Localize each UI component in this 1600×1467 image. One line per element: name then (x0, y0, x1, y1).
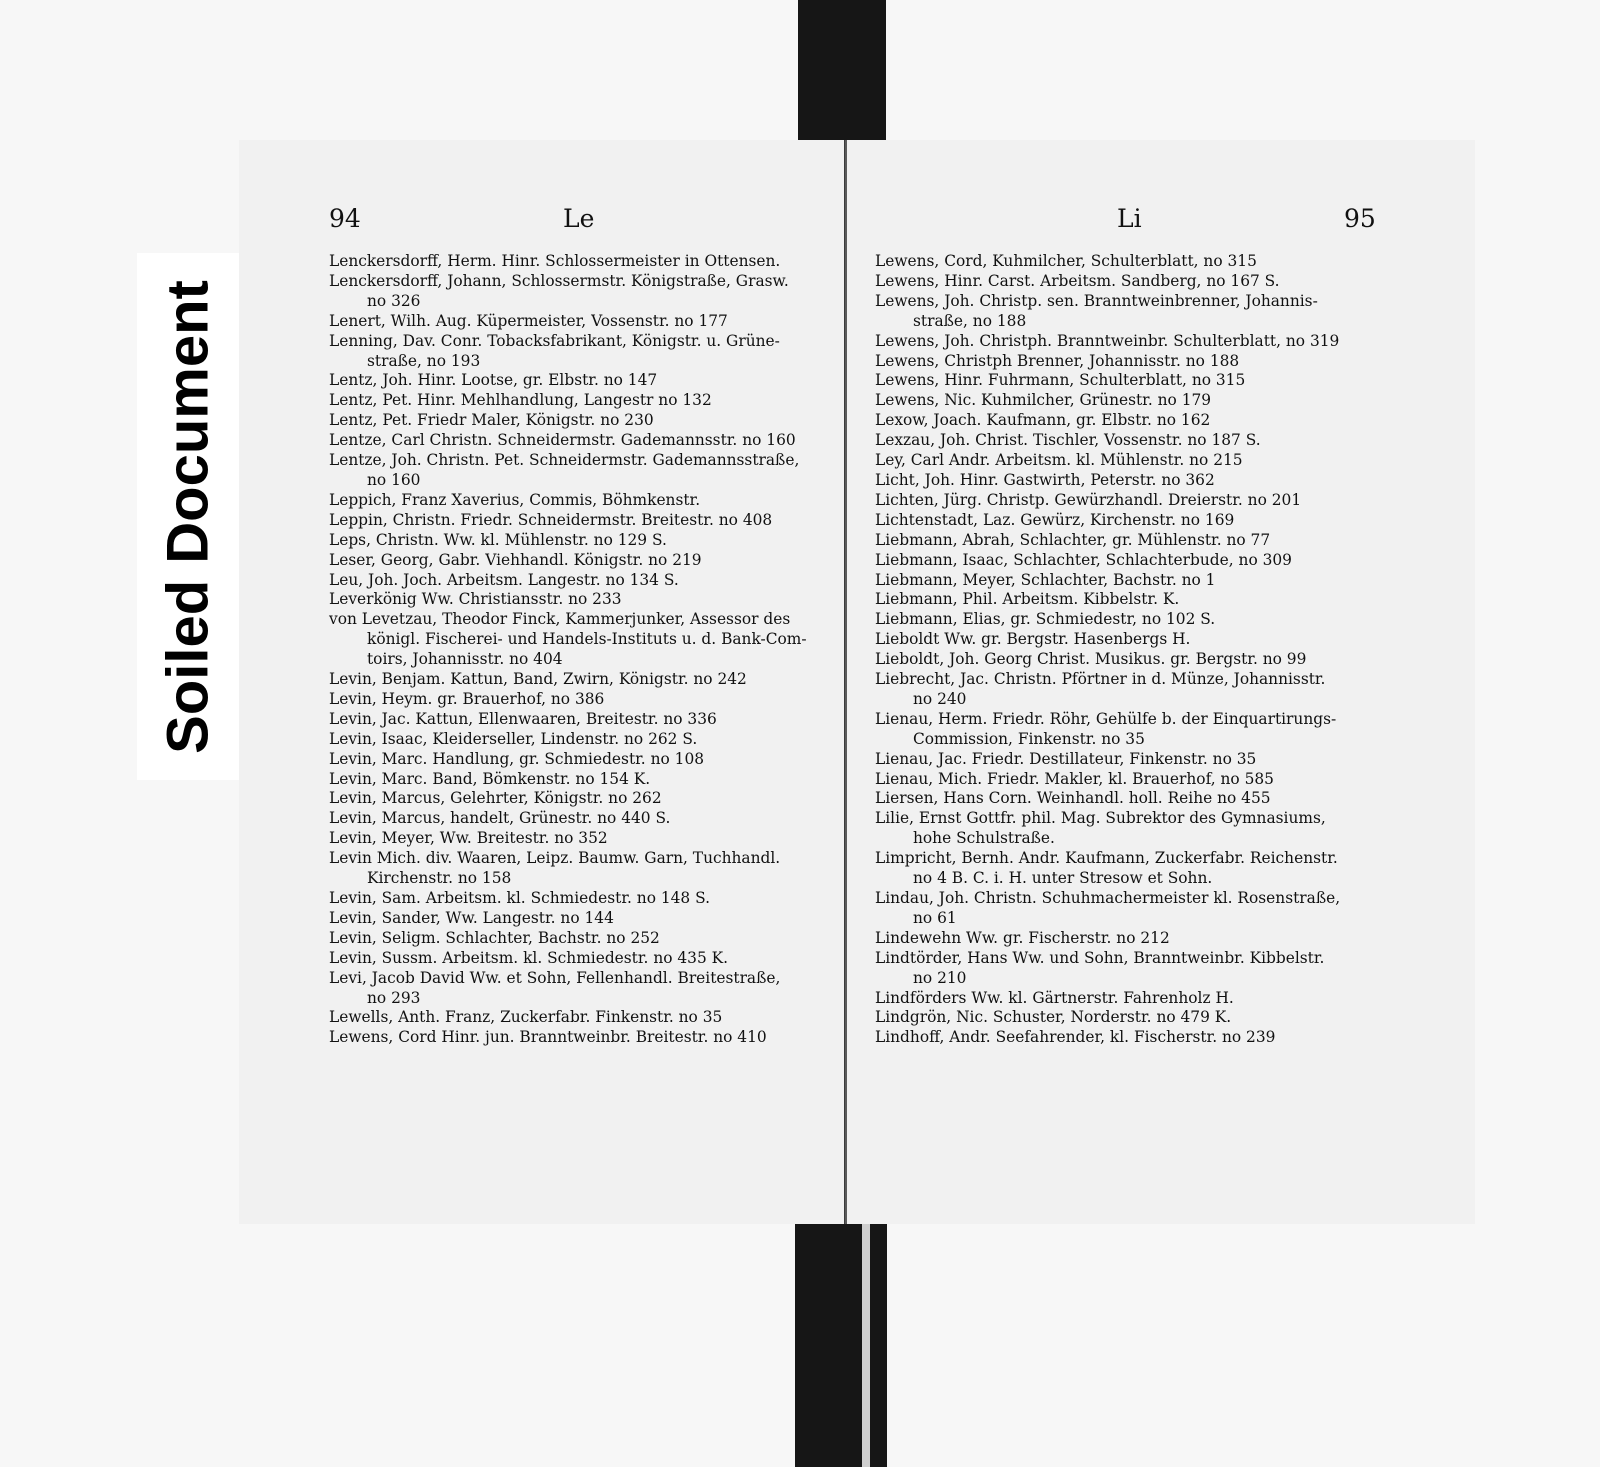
directory-line: Levin Mich. div. Waaren, Leipz. Baumw. Garn, Tuchhandl. (329, 849, 781, 868)
directory-line: Lindhoff, Andr. Seefahrender, kl. Fischerstr. no 239 (875, 1028, 1276, 1047)
directory-line: Licht, Joh. Hinr. Gastwirth, Peterstr. no 362 (875, 470, 1215, 489)
directory-line: Levin, Sander, Ww. Langestr. no 144 (329, 908, 614, 927)
directory-line: Liebmann, Abrah, Schlachter, gr. Mühlenstr. no 77 (875, 530, 1271, 549)
directory-line: Leppich, Franz Xaverius, Commis, Böhmkenstr. (329, 490, 701, 509)
directory-line: Lentz, Pet. Friedr Maler, Königstr. no 230 (329, 411, 654, 430)
directory-line: Lewens, Hinr. Fuhrmann, Schulterblatt, no 315 (875, 371, 1246, 390)
directory-line: Leu, Joh. Joch. Arbeitsm. Langestr. no 134 S. (329, 570, 679, 589)
directory-line: Levin, Heym. gr. Brauerhof, no 386 (329, 689, 605, 708)
directory-line: no 210 (913, 968, 967, 987)
directory-line: Lentze, Joh. Christn. Pet. Schneidermstr. Gademannsstraße, (329, 451, 800, 470)
soiled-document-label (137, 253, 239, 780)
directory-line: Lienau, Herm. Friedr. Röhr, Gehülfe b. der Einquartirungs- (875, 709, 1337, 728)
binding-spine-bottom (795, 1222, 887, 1467)
directory-line: straße, no 188 (913, 311, 1027, 330)
soiled-document-text: Soiled Document (155, 279, 221, 754)
directory-line: Liebrecht, Jac. Christn. Pförtner in d. Münze, Johannisstr. (875, 670, 1326, 689)
directory-line: Lenert, Wilh. Aug. Küpermeister, Vossenstr. no 177 (329, 311, 728, 330)
directory-line: straße, no 193 (367, 351, 481, 370)
directory-line: Lewens, Hinr. Carst. Arbeitsm. Sandberg, no 167 S. (875, 271, 1280, 290)
directory-line: Lienau, Mich. Friedr. Makler, kl. Brauerhof, no 585 (875, 769, 1274, 788)
directory-line: no 4 B. C. i. H. unter Stresow et Sohn. (913, 869, 1213, 888)
directory-line: Lentze, Carl Christn. Schneidermstr. Gademannsstr. no 160 (329, 431, 796, 450)
directory-line: Leppin, Christn. Friedr. Schneidermstr. Breitestr. no 408 (329, 510, 773, 529)
directory-line: Lienau, Jac. Friedr. Destillateur, Finkenstr. no 35 (875, 749, 1257, 768)
directory-line: Liebmann, Isaac, Schlachter, Schlachterbude, no 309 (875, 550, 1292, 569)
directory-line: Lewens, Nic. Kuhmilcher, Grünestr. no 179 (875, 391, 1212, 410)
directory-line: Leser, Georg, Gabr. Viehhandl. Königstr. no 219 (329, 550, 702, 569)
binding-spine-top (798, 0, 886, 140)
directory-line: Limpricht, Bernh. Andr. Kaufmann, Zuckerfabr. Reichenstr. (875, 849, 1338, 868)
directory-line: Lentz, Pet. Hinr. Mehlhandlung, Langestr no 132 (329, 391, 712, 410)
directory-line: Levin, Benjam. Kattun, Band, Zwirn, Königstr. no 242 (329, 670, 747, 689)
directory-line: Lexzau, Joh. Christ. Tischler, Vossenstr. no 187 S. (875, 431, 1261, 450)
directory-line: Lindau, Joh. Christn. Schuhmachermeister kl. Rosenstraße, (875, 889, 1341, 907)
directory-line: Leps, Christn. Ww. kl. Mühlenstr. no 129 S. (329, 530, 667, 549)
directory-line: Lewens, Christph Brenner, Johannisstr. no 188 (875, 351, 1240, 370)
directory-line: Kirchenstr. no 158 (367, 869, 512, 888)
directory-line: Lenckersdorff, Herm. Hinr. Schlossermeister in Ottensen. (329, 252, 781, 270)
directory-line: Lewens, Joh. Christp. sen. Branntweinbrenner, Johannis- (875, 291, 1318, 310)
directory-line: Lieboldt Ww. gr. Bergstr. Hasenbergs H. (875, 630, 1191, 649)
directory-line: no 326 (367, 291, 421, 310)
directory-line: Levin, Marc. Band, Bömkenstr. no 154 K. (329, 769, 651, 788)
directory-line: Liebmann, Elias, gr. Schmiedestr, no 102 S. (875, 610, 1216, 629)
directory-line: Lewens, Joh. Christph. Branntweinbr. Schulterblatt, no 319 (875, 331, 1340, 350)
right-page-number: 95 (1344, 204, 1376, 233)
directory-line: Lieboldt, Joh. Georg Christ. Musikus. gr. Bergstr. no 99 (875, 650, 1307, 669)
directory-line: Levin, Meyer, Ww. Breitestr. no 352 (329, 829, 608, 848)
directory-line: Lenning, Dav. Conr. Tobacksfabrikant, Königstr. u. Grüne- (329, 331, 780, 350)
left-page (239, 140, 847, 1224)
directory-line: Ley, Carl Andr. Arbeitsm. kl. Mühlenstr. no 215 (875, 451, 1243, 470)
directory-line: no 160 (367, 470, 421, 489)
directory-line: Lindförders Ww. kl. Gärtnerstr. Fahrenholz H. (875, 988, 1234, 1007)
directory-line: Levin, Sam. Arbeitsm. kl. Schmiedestr. no 148 S. (329, 889, 711, 907)
directory-line: Lewens, Cord Hinr. jun. Branntweinbr. Breitestr. no 410 (329, 1028, 767, 1047)
directory-line: Lexow, Joach. Kaufmann, gr. Elbstr. no 162 (875, 411, 1211, 430)
directory-line: Lentz, Joh. Hinr. Lootse, gr. Elbstr. no 147 (329, 371, 658, 390)
directory-line: no 61 (913, 908, 957, 927)
directory-line: Leverkönig Ww. Christiansstr. no 233 (329, 590, 622, 609)
directory-line: Lenckersdorff, Johann, Schlossermstr. Königstraße, Grasw. (329, 271, 789, 290)
left-section-heading: Le (563, 204, 595, 233)
directory-line: Levi, Jacob David Ww. et Sohn, Fellenhandl. Breitestraße, (329, 968, 781, 987)
directory-line: Lindewehn Ww. gr. Fischerstr. no 212 (875, 928, 1170, 947)
binding-spine-gap (862, 1222, 870, 1467)
right-page (845, 140, 1475, 1224)
directory-line: Liebmann, Phil. Arbeitsm. Kibbelstr. K. (875, 590, 1180, 609)
directory-line: Levin, Marc. Handlung, gr. Schmiedestr. no 108 (329, 749, 705, 768)
directory-line: Levin, Marcus, handelt, Grünestr. no 440 S. (329, 809, 671, 828)
directory-line: Lilie, Ernst Gottfr. phil. Mag. Subrektor des Gymnasiums, (875, 809, 1326, 828)
directory-line: Liebmann, Meyer, Schlachter, Bachstr. no 1 (875, 570, 1216, 589)
directory-line: Lewells, Anth. Franz, Zuckerfabr. Finkenstr. no 35 (329, 1008, 723, 1027)
directory-line: no 293 (367, 988, 421, 1007)
directory-line: Lindgrön, Nic. Schuster, Norderstr. no 479 K. (875, 1008, 1232, 1027)
directory-line: hohe Schulstraße. (913, 829, 1055, 848)
directory-line: Levin, Sussm. Arbeitsm. kl. Schmiedestr. no 435 K. (329, 948, 729, 967)
directory-line: königl. Fischerei- und Handels-Instituts u. d. Bank-Com- (367, 630, 807, 649)
left-directory-entries (329, 252, 834, 1048)
directory-line: Levin, Jac. Kattun, Ellenwaaren, Breitestr. no 336 (329, 709, 717, 728)
directory-line: Commission, Finkenstr. no 35 (913, 729, 1145, 748)
directory-line: Levin, Seligm. Schlachter, Bachstr. no 252 (329, 928, 660, 947)
directory-line: Levin, Marcus, Gelehrter, Königstr. no 262 (329, 789, 662, 808)
right-section-heading: Li (1117, 204, 1142, 233)
directory-line: toirs, Johannisstr. no 404 (367, 650, 563, 669)
left-page-number: 94 (329, 204, 361, 233)
directory-line: von Levetzau, Theodor Finck, Kammerjunker, Assessor des (329, 610, 791, 629)
right-directory-entries (875, 252, 1385, 1048)
directory-line: Lindtörder, Hans Ww. und Sohn, Branntweinbr. Kibbelstr. (875, 948, 1325, 967)
directory-line: Lichtenstadt, Laz. Gewürz, Kirchenstr. no 169 (875, 510, 1235, 529)
directory-line: Lewens, Cord, Kuhmilcher, Schulterblatt, no 315 (875, 252, 1257, 270)
directory-line: Levin, Isaac, Kleiderseller, Lindenstr. no 262 S. (329, 729, 698, 748)
directory-line: Lichten, Jürg. Christp. Gewürzhandl. Dreierstr. no 201 (875, 490, 1302, 509)
directory-line: Liersen, Hans Corn. Weinhandl. holl. Reihe no 455 (875, 789, 1271, 808)
directory-line: no 240 (913, 689, 967, 708)
